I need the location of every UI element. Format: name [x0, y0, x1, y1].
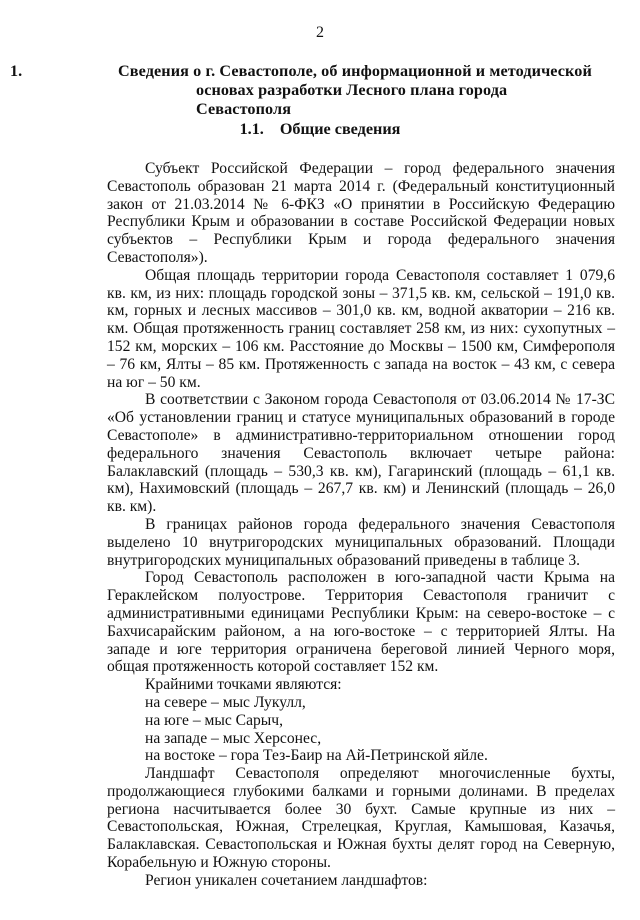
paragraph-municipalities: В границах районов города федерального значения Севастополя выделено 10 внутригородских муниципальных образований. Площади внутригородских муниципальных образований приведены в таблице 3.	[107, 515, 615, 569]
subsection-heading	[0, 120, 640, 139]
section-title-line1: Сведения о г. Севастополе, об информационной и методической	[118, 62, 592, 80]
paragraph-location: Город Севастополь расположен в юго-западной части Крыма на Гераклейском полуострове. Территория Севастополя граничит с административными единицами Республики Крым: на северо-востоке – с Бахчисарайским районом, а на юго-востоке – с территорией Ялты. На западе и юге территория ограничена береговой линией Черного моря, общая протяженность которой составляет 152 км.	[107, 569, 615, 676]
paragraph-districts: В соответствии с Законом города Севастополя от 03.06.2014 № 17-ЗС «Об установлении границ и статусе муниципальных образований в городе Севастополе» в административно-территориальном отношении город федерального значения Севастополь включает четыре района: Балаклавский (площадь – 530,3 кв. км), Гагаринский (площадь – 61,1 кв. км), Нахимовский (площадь – 267,7 кв. км) и Ленинский (площадь – 26,0 кв. км).	[107, 391, 615, 516]
section-title-line2: основах разработки Лесного плана города Севастополя	[196, 81, 508, 118]
document-body	[107, 160, 615, 890]
page-number: 2	[316, 24, 324, 41]
paragraph-area: Общая площадь территории города Севастополя составляет 1 079,6 кв. км, из них: площадь городской зоны – 371,5 кв. км, сельской – 191,0 кв. км, горных и лесных массивов – 301,0 кв. км, водной акватории – 216 кв. км. Общая протяженность границ составляет 258 км, из них: сухопутных – 152 км, морских – 106 км. Расстояние до Москвы – 1500 км, Симферополя – 76 км, Ялты – 85 км. Протяженность с запада на восток – 43 км, с севера на юг – 50 км.	[107, 266, 615, 391]
paragraph-landscape: Ландшафт Севастополя определяют многочисленные бухты, продолжающиеся глубокими балками и горными долинами. В пределах региона насчитывается более 30 бухт. Самые крупные из них – Севастопольская, Южная, Стрелецкая, Круглая, Камышовая, Казачья, Балаклавская. Севастопольская и Южная бухты делят город на Северную, Корабельную и Южную стороны.	[107, 765, 615, 872]
section-heading	[118, 62, 598, 119]
subsection-title: Общие сведения	[279, 120, 401, 138]
section-number: 1.	[10, 62, 23, 80]
extreme-point-east: на востоке – гора Тез-Баир на Ай-Петринской яйле.	[145, 747, 488, 765]
paragraph-closing: Регион уникален сочетанием ландшафтов:	[145, 871, 428, 889]
extreme-point-north: на севере – мыс Лукулл,	[145, 693, 306, 711]
extreme-point-west: на западе – мыс Херсонес,	[145, 729, 322, 747]
subsection-number: 1.1.	[239, 120, 264, 138]
extreme-points-intro: Крайними точками являются:	[145, 676, 342, 694]
extreme-point-south: на юге – мыс Сарыч,	[145, 711, 284, 729]
paragraph-federal-subject: Субъект Российской Федерации – город федерального значения Севастополь образован 21 марта 2014 г. (Федеральный конституционный закон от 21.03.2014 № 6-ФКЗ «О принятии в Российскую Федерацию Республики Крым и образовании в составе Российской Федерации новых субъектов – Республики Крым и города федерального значения Севастополя»).	[107, 160, 615, 266]
